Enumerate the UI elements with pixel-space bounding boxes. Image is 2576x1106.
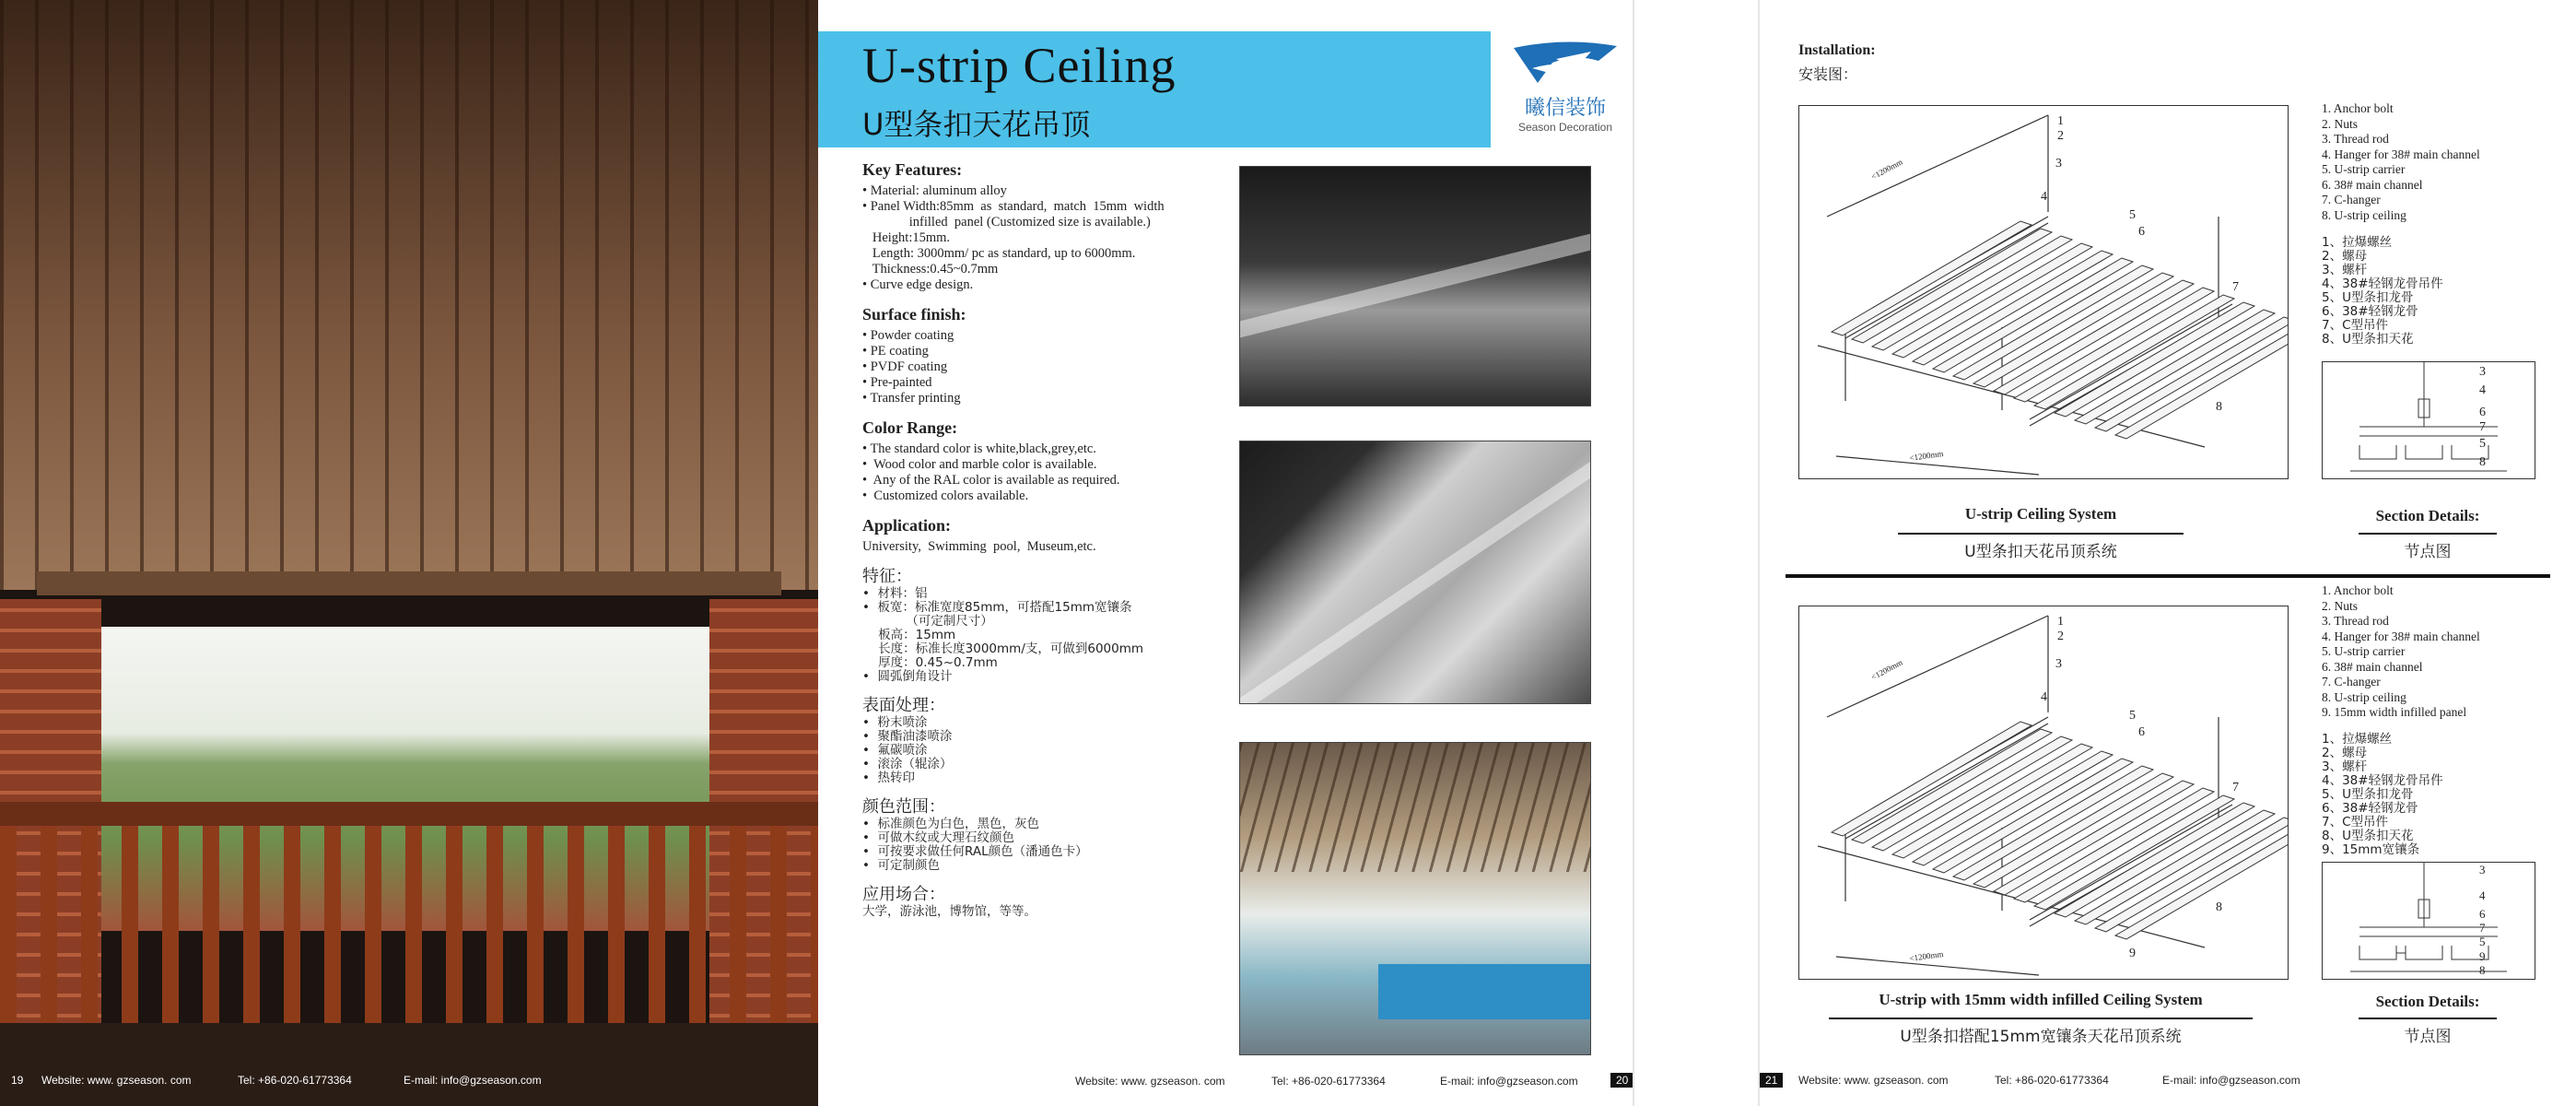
caption-rule (1898, 533, 2184, 535)
legend-item: 1. Anchor bolt (2322, 583, 2394, 597)
cn-color-item: • 可定制颜色 (862, 858, 941, 873)
callout-label: 5 (2129, 208, 2136, 222)
footer-email-left: E-mail: info@gzseason.com (404, 1074, 542, 1087)
legend-item: 4. Hanger for 38# main channel (2322, 147, 2480, 161)
callout-label: 7 (2232, 280, 2239, 294)
legend-item-cn: 1、拉爆螺丝 (2322, 732, 2393, 747)
system-caption-2-cn: U型条扣搭配15mm宽镶条天花吊顶系统 (1900, 1028, 2182, 1046)
legend-item: 8. U-strip ceiling (2322, 689, 2406, 704)
callout-label: 6 (2479, 907, 2486, 921)
cn-application-section (862, 885, 1249, 919)
callout-label: 8 (2479, 963, 2486, 977)
logo-text-en: Season Decoration (1517, 121, 1613, 134)
callout-label: 4 (2479, 888, 2486, 902)
cn-surface-item: • 滚涂（辊涂） (862, 757, 953, 771)
section-detail-1 (2322, 361, 2535, 479)
ceiling-edge-beam (37, 571, 781, 595)
callout-label: 1 (2057, 114, 2064, 128)
section-detail-drawing (2323, 362, 2535, 478)
chinese-specs (862, 567, 1249, 934)
installation-diagram-2 (1798, 606, 2289, 980)
legend-item: 6. 38# main channel (2322, 659, 2423, 674)
legend-item-cn: 2、螺母 (2322, 746, 2368, 760)
finish-item: • Pre-painted (862, 375, 932, 390)
legend-item: 4. Hanger for 38# main channel (2322, 629, 2480, 643)
callout-label: 5 (2479, 935, 2486, 948)
finish-item: • Transfer printing (862, 391, 961, 406)
footer-email-middle: E-mail: info@gzseason.com (1440, 1075, 1578, 1088)
legend-item: 7. C-hanger (2322, 193, 2381, 206)
callout-label: 4 (2041, 690, 2047, 704)
callout-label: 4 (2041, 190, 2047, 204)
callout-label: 2 (2057, 629, 2064, 643)
logo-text-cn: 曦信装饰 (1524, 97, 1606, 120)
cn-feature-line: • 板宽：标准宽度85mm，可搭配15mm宽镶条 (862, 600, 1132, 615)
legend-item: 3. Thread rod (2322, 132, 2389, 146)
legend-item-cn: 3、螺杆 (2322, 759, 2368, 774)
page-number-middle: 20 (1610, 1073, 1633, 1088)
callout-label: 3 (2479, 365, 2486, 379)
footer-tel-right: Tel: +86-020-61773364 (1995, 1074, 2109, 1087)
callout-label: 8 (2216, 400, 2222, 414)
legend-item: 5. U-strip carrier (2322, 644, 2406, 658)
legend-item: 9. 15mm width infilled panel (2322, 705, 2467, 719)
callout-label: 6 (2138, 725, 2145, 739)
page-number-left: 19 (11, 1074, 24, 1087)
legend-item-cn: 7、C型吊件 (2322, 318, 2389, 333)
legend-item: 1. Anchor bolt (2322, 101, 2394, 115)
feature-line: • Curve edge design. (862, 277, 974, 292)
u-strip-panel-photo (1239, 441, 1591, 704)
page-title: U-strip Ceiling (862, 38, 1177, 93)
callout-label: 8 (2479, 455, 2486, 469)
section-caption-1-cn: 节点图 (2404, 543, 2452, 561)
balcony-railing (0, 802, 818, 1023)
cn-feature-line: • 材料：铝 (862, 586, 928, 601)
railing-top-bar (0, 802, 818, 826)
color-item: • The standard color is white,black,grey,etc. (862, 441, 1096, 456)
installation-title: Installation: (1798, 42, 1876, 58)
callout-label: 7 (2479, 921, 2486, 935)
page-title-cn: U型条扣天花吊顶 (862, 107, 1091, 142)
footer-tel-middle: Tel: +86-020-61773364 (1271, 1075, 1386, 1088)
footer-website-right: Website: www. gzseason. com (1798, 1074, 1949, 1087)
finish-item: • Powder coating (862, 328, 954, 343)
infilled-ceiling-system-drawing (1799, 606, 2288, 979)
finish-item: • PVDF coating (862, 359, 948, 374)
legend-item-cn: 4、38#轻钢龙骨吊件 (2322, 276, 2443, 291)
english-specs (862, 162, 1249, 569)
surface-finish (862, 307, 1249, 406)
cn-feature-line: 长度：标准长度3000mm/支，可做到6000mm (862, 641, 1144, 656)
legend-item: 8. U-strip ceiling (2322, 207, 2406, 222)
footer-tel-left: Tel: +86-020-61773364 (238, 1074, 352, 1087)
section-detail-drawing (2323, 863, 2535, 979)
legend-item: 2. Nuts (2322, 116, 2359, 131)
callout-label: 7 (2232, 781, 2239, 794)
callout-label: 3 (2055, 657, 2062, 671)
legend-item-cn: 8、U型条扣天花 (2322, 829, 2414, 843)
section-caption-2-cn: 节点图 (2404, 1028, 2452, 1046)
cn-surface-heading: 表面处理： (862, 696, 945, 715)
page-number-right: 21 (1760, 1073, 1783, 1088)
wing-logo-icon (1510, 41, 1621, 90)
dimension-label: <1200mm (1869, 657, 1904, 682)
legend-item-cn: 4、38#轻钢龙骨吊件 (2322, 773, 2443, 788)
color-item: • Any of the RAL color is available as required. (862, 473, 1120, 488)
cn-surface-item: • 聚酯油漆喷涂 (862, 729, 953, 744)
legend-item-cn: 6、38#轻钢龙骨 (2322, 801, 2418, 816)
callout-label: 4 (2479, 383, 2486, 397)
feature-line: • Material: aluminum alloy (862, 183, 1007, 198)
cn-color-heading: 颜色范围： (862, 797, 945, 817)
legend-item: 6. 38# main channel (2322, 177, 2423, 192)
caption-rule (2359, 1018, 2497, 1019)
legend-item: 2. Nuts (2322, 598, 2359, 613)
legend-item-cn: 6、38#轻钢龙骨 (2322, 304, 2418, 319)
callout-label: 7 (2479, 420, 2486, 434)
cn-surface-item: • 热转印 (862, 771, 916, 785)
callout-label: 9 (2479, 949, 2486, 963)
callout-label: 1 (2057, 615, 2064, 629)
feature-line: infilled panel (Customized size is available.) (862, 215, 1151, 229)
legend-item: 7. C-hanger (2322, 675, 2381, 688)
cn-surface-item: • 粉末喷涂 (862, 715, 928, 730)
application-text: University, Swimming pool, Museum,etc. (862, 539, 1096, 554)
cn-feature-line: 板高：15mm (862, 628, 956, 642)
legend-item-cn: 8、U型条扣天花 (2322, 332, 2414, 347)
cn-application-heading: 应用场合： (862, 885, 945, 904)
section-detail-2 (2322, 862, 2535, 980)
legend-item: 3. Thread rod (2322, 614, 2389, 628)
key-features (862, 162, 1249, 293)
cn-color-item: • 标准颜色为白色，黑色，灰色 (862, 817, 1040, 831)
key-features-heading: Key Features: (862, 160, 963, 179)
color-item: • Customized colors available. (862, 488, 1029, 503)
callout-label: 5 (2129, 709, 2136, 723)
legend-item-cn: 5、U型条扣龙骨 (2322, 290, 2414, 305)
cn-features-section (862, 567, 1249, 684)
callout-label: 8 (2216, 900, 2222, 914)
system-caption-1-cn: U型条扣天花吊顶系统 (1964, 543, 2117, 561)
cn-feature-line: • 圆弧倒角设计 (862, 669, 953, 684)
footer-website-left: Website: www. gzseason. com (41, 1074, 192, 1087)
dimension-label: <1200mm (1908, 448, 1944, 463)
callout-label: 2 (2057, 129, 2064, 143)
brand-logo (1506, 41, 1624, 142)
page-edge (1758, 0, 1760, 1106)
caption-rule (1829, 1018, 2253, 1019)
cn-application-text: 大学，游泳池，博物馆，等等。 (862, 904, 1036, 919)
legend-item-cn: 3、螺杆 (2322, 263, 2368, 277)
system-caption-2: U-strip with 15mm width infilled Ceiling System (1879, 991, 2203, 1008)
swimming-pool-photo (1239, 742, 1591, 1055)
ceiling-installation-photo (0, 0, 818, 1106)
dimension-label: <1200mm (1908, 948, 1944, 963)
installation-diagram-1 (1798, 105, 2289, 479)
dimension-label: <1200mm (1869, 157, 1904, 182)
section-caption-1: Section Details: (2375, 507, 2480, 524)
cn-features-heading: 特征： (862, 567, 912, 586)
legend-item: 5. U-strip carrier (2322, 162, 2406, 176)
feature-line: • Panel Width:85mm as standard, match 15mm width (862, 199, 1165, 214)
callout-label: 6 (2479, 406, 2486, 419)
parts-legend-1-cn (2322, 236, 2443, 347)
cn-feature-line: 厚度：0.45~0.7mm (862, 655, 998, 670)
cn-color-item: • 可按要求做任何RAL颜色（潘通色卡） (862, 844, 1088, 859)
ceiling-system-drawing (1799, 106, 2288, 478)
color-range-heading: Color Range: (862, 418, 958, 437)
system-caption-1: U-strip Ceiling System (1964, 505, 2117, 523)
callout-label: 5 (2479, 437, 2486, 451)
legend-item-cn: 7、C型吊件 (2322, 815, 2389, 830)
feature-line: Length: 3000mm/ pc as standard, up to 6000mm. (862, 246, 1136, 261)
callout-label: 9 (2129, 947, 2136, 960)
parts-legend-2-cn (2322, 733, 2443, 857)
section-caption-2: Section Details: (2375, 993, 2480, 1010)
parts-legend-2 (2322, 583, 2480, 721)
cn-color-item: • 可做木纹或大理石纹颜色 (862, 830, 1015, 845)
caption-rule (2359, 533, 2497, 535)
finish-item: • PE coating (862, 344, 929, 359)
cn-feature-line: （可定制尺寸） (862, 614, 993, 629)
parts-legend-1 (2322, 101, 2480, 223)
callout-label: 3 (2479, 863, 2486, 877)
page-edge (1633, 0, 1634, 1106)
callout-label: 3 (2055, 157, 2062, 171)
u-strip-profile-photo (1239, 166, 1591, 406)
callout-label: 6 (2138, 225, 2145, 239)
surface-finish-heading: Surface finish: (862, 305, 966, 324)
feature-line: Thickness:0.45~0.7mm (862, 262, 999, 276)
cn-surface-item: • 氟碳喷涂 (862, 743, 928, 758)
legend-item-cn: 5、U型条扣龙骨 (2322, 787, 2414, 802)
cn-color-section (862, 797, 1249, 873)
application-heading: Application: (862, 516, 952, 535)
footer-email-right: E-mail: info@gzseason.com (2162, 1074, 2301, 1087)
legend-item-cn: 1、拉爆螺丝 (2322, 235, 2393, 250)
color-range (862, 420, 1249, 504)
color-item: • Wood color and marble color is available. (862, 457, 1097, 472)
legend-item-cn: 2、螺母 (2322, 249, 2368, 264)
floor (0, 1023, 818, 1106)
section-divider (1786, 574, 2550, 578)
footer-website-middle: Website: www. gzseason. com (1075, 1075, 1225, 1088)
feature-line: Height:15mm. (862, 230, 951, 245)
application (862, 518, 1249, 555)
legend-item-cn: 9、15mm宽镶条 (2322, 842, 2420, 857)
ceiling-strips (0, 0, 818, 590)
cn-surface-section (862, 696, 1249, 785)
installation-title-cn: 安装图： (1798, 65, 1858, 83)
